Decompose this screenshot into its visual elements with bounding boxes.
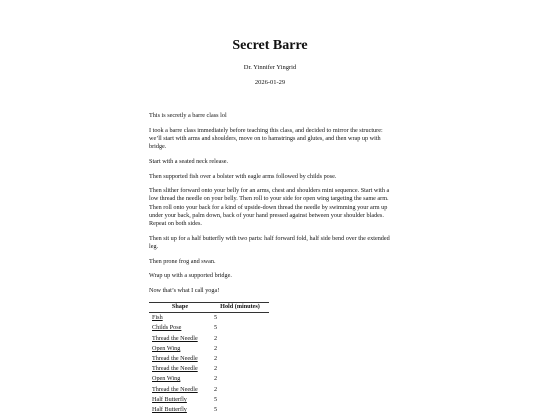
shape-link[interactable]: Half Butterfly <box>152 395 187 403</box>
paragraph-arms-sequence: Then slither forward onto your belly for an arms, chest and shoulders mini sequence. Start with a low thread the needle on your belly. Then roll to your side for open wing targeting the same arm. Then roll onto your back for a kind of upside-down thread the needle by swimming your arm up under your back, palm down, back of your hand pressed against between your shoulder blades. Repeat on both sides. <box>149 187 390 228</box>
table-row <box>149 354 269 364</box>
hold-value: 5 <box>214 406 218 414</box>
paragraph-closing: Now that’s what I call yoga! <box>149 287 220 295</box>
table-row <box>149 313 269 324</box>
document-title: Secret Barre <box>232 38 308 53</box>
paragraph-neck-release: Start with a seated neck release. <box>149 157 229 165</box>
holds-table <box>149 302 269 415</box>
column-header-shape: Shape <box>149 302 211 313</box>
hold-value: 2 <box>214 385 218 393</box>
shape-link[interactable]: Half Butterfly <box>152 406 187 414</box>
shape-link[interactable]: Open Wing <box>152 344 181 352</box>
column-header-hold: Hold (minutes) <box>211 302 269 313</box>
hold-value: 2 <box>214 334 218 342</box>
paragraph-frog-swan: Then prone frog and swan. <box>149 257 216 265</box>
document-date: 2026-01-29 <box>254 79 286 86</box>
hold-value: 2 <box>214 355 218 363</box>
table-row <box>149 374 269 384</box>
shape-link[interactable]: Childs Pose <box>152 324 182 332</box>
hold-value: 5 <box>214 395 218 403</box>
hold-value: 2 <box>214 375 218 383</box>
shape-link[interactable]: Thread the Needle <box>152 334 198 342</box>
hold-value: 5 <box>214 324 218 332</box>
table-row <box>149 344 269 354</box>
paragraph-bridge: Wrap up with a supported bridge. <box>149 272 232 280</box>
table-row <box>149 334 269 344</box>
shape-link[interactable]: Fish <box>152 314 163 322</box>
paragraph-structure: I took a barre class immediately before teaching this class, and decided to mirror the structure: we’ll start with arms and shoulders, move on to hamstrings and glutes, and then wrap up with bridge. <box>149 126 383 151</box>
hold-value: 5 <box>214 314 218 322</box>
table-row <box>149 395 269 405</box>
table-row <box>149 385 269 395</box>
document-body <box>149 112 393 415</box>
paragraph-supported-fish: Then supported fish over a bolster with eagle arms followed by childs pose. <box>149 172 337 180</box>
paragraph-intro: This is secretly a barre class lol <box>149 112 227 119</box>
table-row <box>149 364 269 374</box>
shape-link[interactable]: Thread the Needle <box>152 385 198 393</box>
shape-link[interactable]: Thread the Needle <box>152 365 198 373</box>
hold-value: 2 <box>214 344 218 352</box>
table-header-row <box>149 302 269 313</box>
table-row <box>149 405 269 415</box>
shape-link[interactable]: Open Wing <box>152 375 181 383</box>
shape-link[interactable]: Thread the Needle <box>152 355 198 363</box>
hold-value: 2 <box>214 365 218 373</box>
table-row <box>149 323 269 333</box>
paragraph-half-butterfly: Then sit up for a half butterfly with two parts: half forward fold, half side bend over the extended leg. <box>149 234 390 250</box>
document-author: Dr. Yinnifer Yingrid <box>243 64 297 71</box>
